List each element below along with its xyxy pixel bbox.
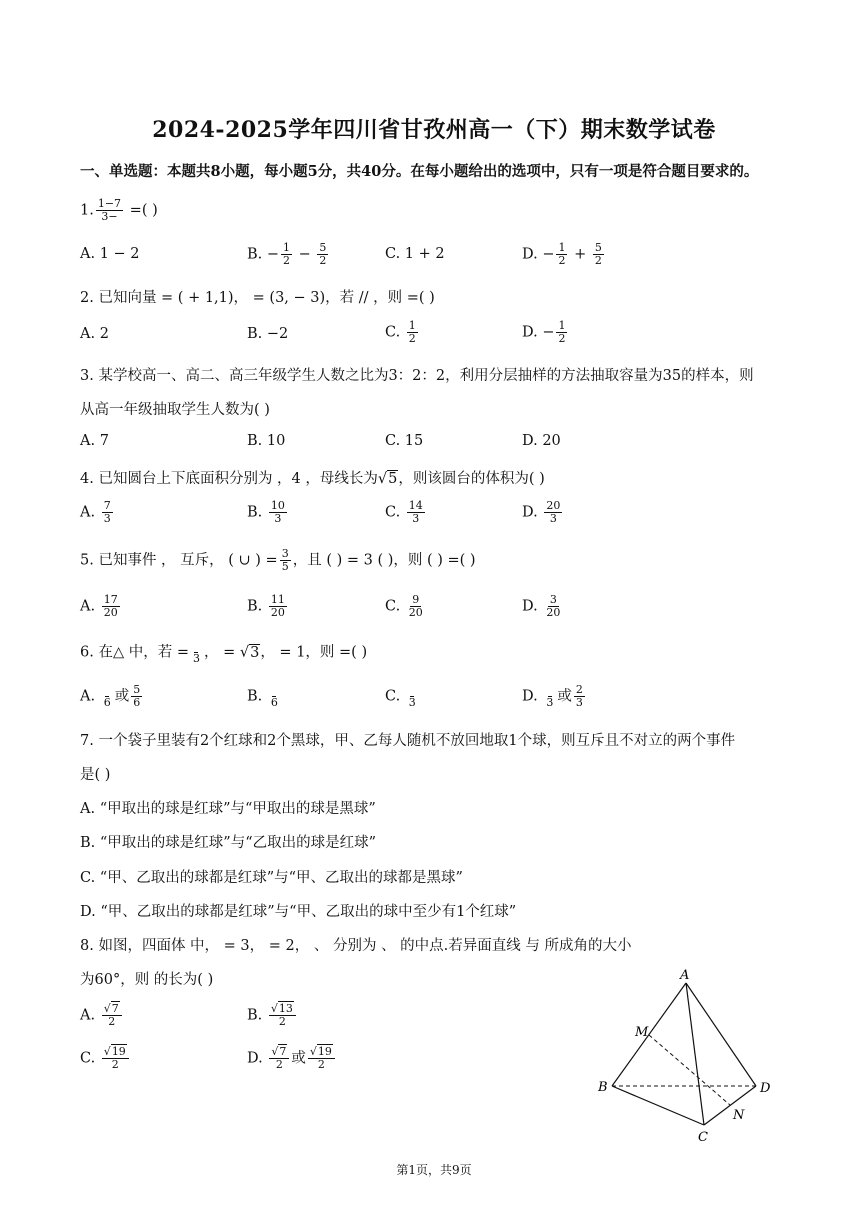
q4-option-b: B. $\frac{10}{3}$: [247, 499, 285, 525]
question-2: 2. 已知向量 = ( + 1,1)， = (3, − 3)，若 // ，则 =( ): [80, 290, 435, 306]
q5-option-a: A. $\frac{17}{20}$: [80, 593, 118, 619]
question-5: 5. 已知事件 ， 互斥， ( ∪ ) = $\frac{3}{5}$ ，且 ( ) = 3 ( )，则 ( ) =( ): [80, 547, 476, 573]
q6-option-a: A. 6 或 $\frac{5}{6}$: [80, 683, 141, 709]
q1-option-b: B. − $\frac{1}{2}$ − $\frac{5}{2}$: [247, 241, 327, 267]
q6-option-b: B. 6: [247, 684, 282, 709]
question-8-line-1: 8. 如图，四面体 中， = 3， = 2， 、 分别为 、 的中点.若异面直线 与 所成角的大小: [80, 938, 632, 954]
q7-option-b: B. “甲取出的球是红球”与“乙取出的球是红球”: [80, 835, 377, 851]
question-7-line-1: 7. 一个袋子里装有2个红球和2个黑球，甲、乙每人随机不放回地取1个球，则互斥且不对立的两个事件: [80, 733, 736, 749]
q2-option-a: A. 2: [80, 326, 109, 342]
q8-option-a: A. $\frac{√7}{2}$: [80, 1003, 124, 1028]
q1-option-c: C. 1 + 2: [385, 246, 445, 262]
question-3-line-2: 从高一年级抽取学生人数为( ): [80, 402, 270, 418]
page-footer: 第1页，共9页: [396, 1163, 472, 1177]
section-heading: 一、单选题：本题共8小题，每小题5分，共40分。在每小题给出的选项中，只有一项是符合题目要求的。: [80, 163, 759, 180]
label-n: N: [733, 1108, 745, 1123]
q2-option-b: B. −2: [247, 326, 289, 342]
edge-ab: [612, 983, 686, 1086]
q6-option-c: C. 3: [385, 684, 420, 709]
q7-option-a: A. “甲取出的球是红球”与“甲取出的球是黑球”: [80, 801, 376, 817]
question-3-line-1: 3. 某学校高一、高二、高三年级学生人数之比为3：2：2，利用分层抽样的方法抽取容量为35的样本，则: [80, 368, 754, 384]
q4-option-c: C. $\frac{14}{3}$: [385, 499, 423, 525]
label-d: D: [760, 1081, 771, 1096]
q1-fraction: $\frac{1-7}{3-}$: [97, 197, 122, 223]
label-c: C: [698, 1130, 708, 1145]
q3-option-c: C. 15: [385, 433, 424, 449]
question-1: 1. $\frac{1-7}{3-}$ =( ): [80, 197, 158, 223]
question-8-line-2: 为60°，则 的长为( ): [80, 972, 214, 988]
q4-option-a: A. $\frac{7}{3}$: [80, 499, 111, 525]
q7-option-d: D. “甲、乙取出的球都是红球”与“甲、乙取出的球中至少有1个红球”: [80, 904, 517, 920]
q8-option-d: D. $\frac{√7}{2}$ 或 $\frac{√19}{2}$: [247, 1046, 337, 1071]
question-4: 4. 已知圆台上下底面积分别为 ，4 ，母线长为√5，则该圆台的体积为( ): [80, 471, 545, 487]
q3-option-d: D. 20: [522, 433, 561, 449]
q3-option-b: B. 10: [247, 433, 286, 449]
question-7-line-2: 是( ): [80, 767, 111, 783]
label-a: A: [680, 968, 690, 983]
q4-option-d: D. $\frac{20}{3}$: [522, 499, 561, 525]
q5-option-d: D. $\frac{3}{20}$: [522, 593, 561, 619]
q6-option-d: D. 3 或 $\frac{2}{3}$: [522, 683, 583, 709]
q7-option-c: C. “甲、乙取出的球都是红球”与“甲、乙取出的球都是黑球”: [80, 870, 463, 886]
page-title: 2024-2025学年四川省甘孜州高一（下）期末数学试卷: [152, 117, 716, 143]
edge-cd: [704, 1086, 756, 1125]
question-6: 6. 在△ 中，若 = 3 ， = √3， = 1，则 =( ): [80, 640, 367, 665]
q1-option-a: A. 1 − 2: [80, 246, 140, 262]
q3-option-a: A. 7: [80, 433, 109, 449]
q2-option-d: D. − $\frac{1}{2}$: [522, 319, 566, 345]
tetrahedron-figure: [590, 965, 790, 1150]
q1-option-d: D. − $\frac{1}{2}$ + $\frac{5}{2}$: [522, 241, 602, 267]
label-m: M: [635, 1025, 649, 1040]
q5-option-b: B. $\frac{11}{20}$: [247, 593, 285, 619]
q5-option-c: C. $\frac{9}{20}$: [385, 593, 423, 619]
segment-mn: [649, 1035, 730, 1105]
q8-option-b: B. $\frac{√13}{2}$: [247, 1003, 298, 1028]
edge-bc: [612, 1086, 704, 1125]
label-b: B: [598, 1080, 608, 1095]
edge-ac: [686, 983, 704, 1125]
q8-option-c: C. $\frac{√19}{2}$: [80, 1046, 131, 1071]
q2-option-c: C. $\frac{1}{2}$: [385, 319, 416, 345]
